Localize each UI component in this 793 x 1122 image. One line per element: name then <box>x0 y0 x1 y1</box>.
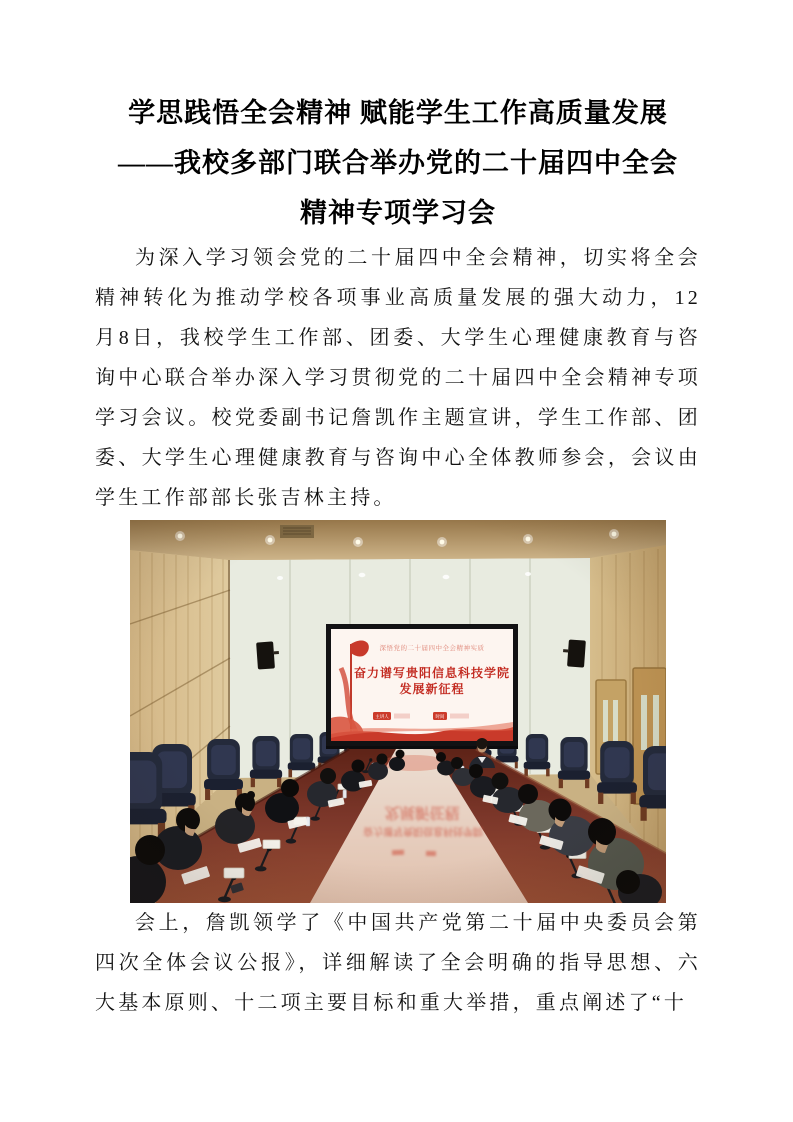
paragraph-intro: 为深入学习领会党的二十届四中全会精神，切实将全会精神转化为推动学校各项事业高质量发展的强大动力，12月8日，我校学生工作部、团委、大学生心理健康教育与咨询中心联合举办深入学习贯彻党的二十届四中全会精神专项学习会议。校党委副书记詹凯作主题宣讲，学生工作部、团委、大学生心理健康教育与咨询中心全体教师参会，会议由学生工作部部长张吉林主持。 <box>95 247 701 509</box>
paragraph-summary: 会上，詹凯领学了《中国共产党第二十届中央委员会第四次全体会议公报》，详细解读了全会明确的指导思想、六大基本原则、十二项主要目标和重大举措，重点阐述了“十 <box>95 912 701 1014</box>
meeting-photo <box>130 520 666 903</box>
article-title-line-2: ——我校多部门联合举办党的二十届四中全会 <box>118 148 678 178</box>
photo-vignette <box>130 520 666 903</box>
document-content <box>95 0 701 1023</box>
article-title-line-3: 精神专项学习会 <box>300 198 496 228</box>
article-title <box>95 0 701 238</box>
article-title-line-1: 学思践悟全会精神 赋能学生工作高质量发展 <box>128 98 668 128</box>
